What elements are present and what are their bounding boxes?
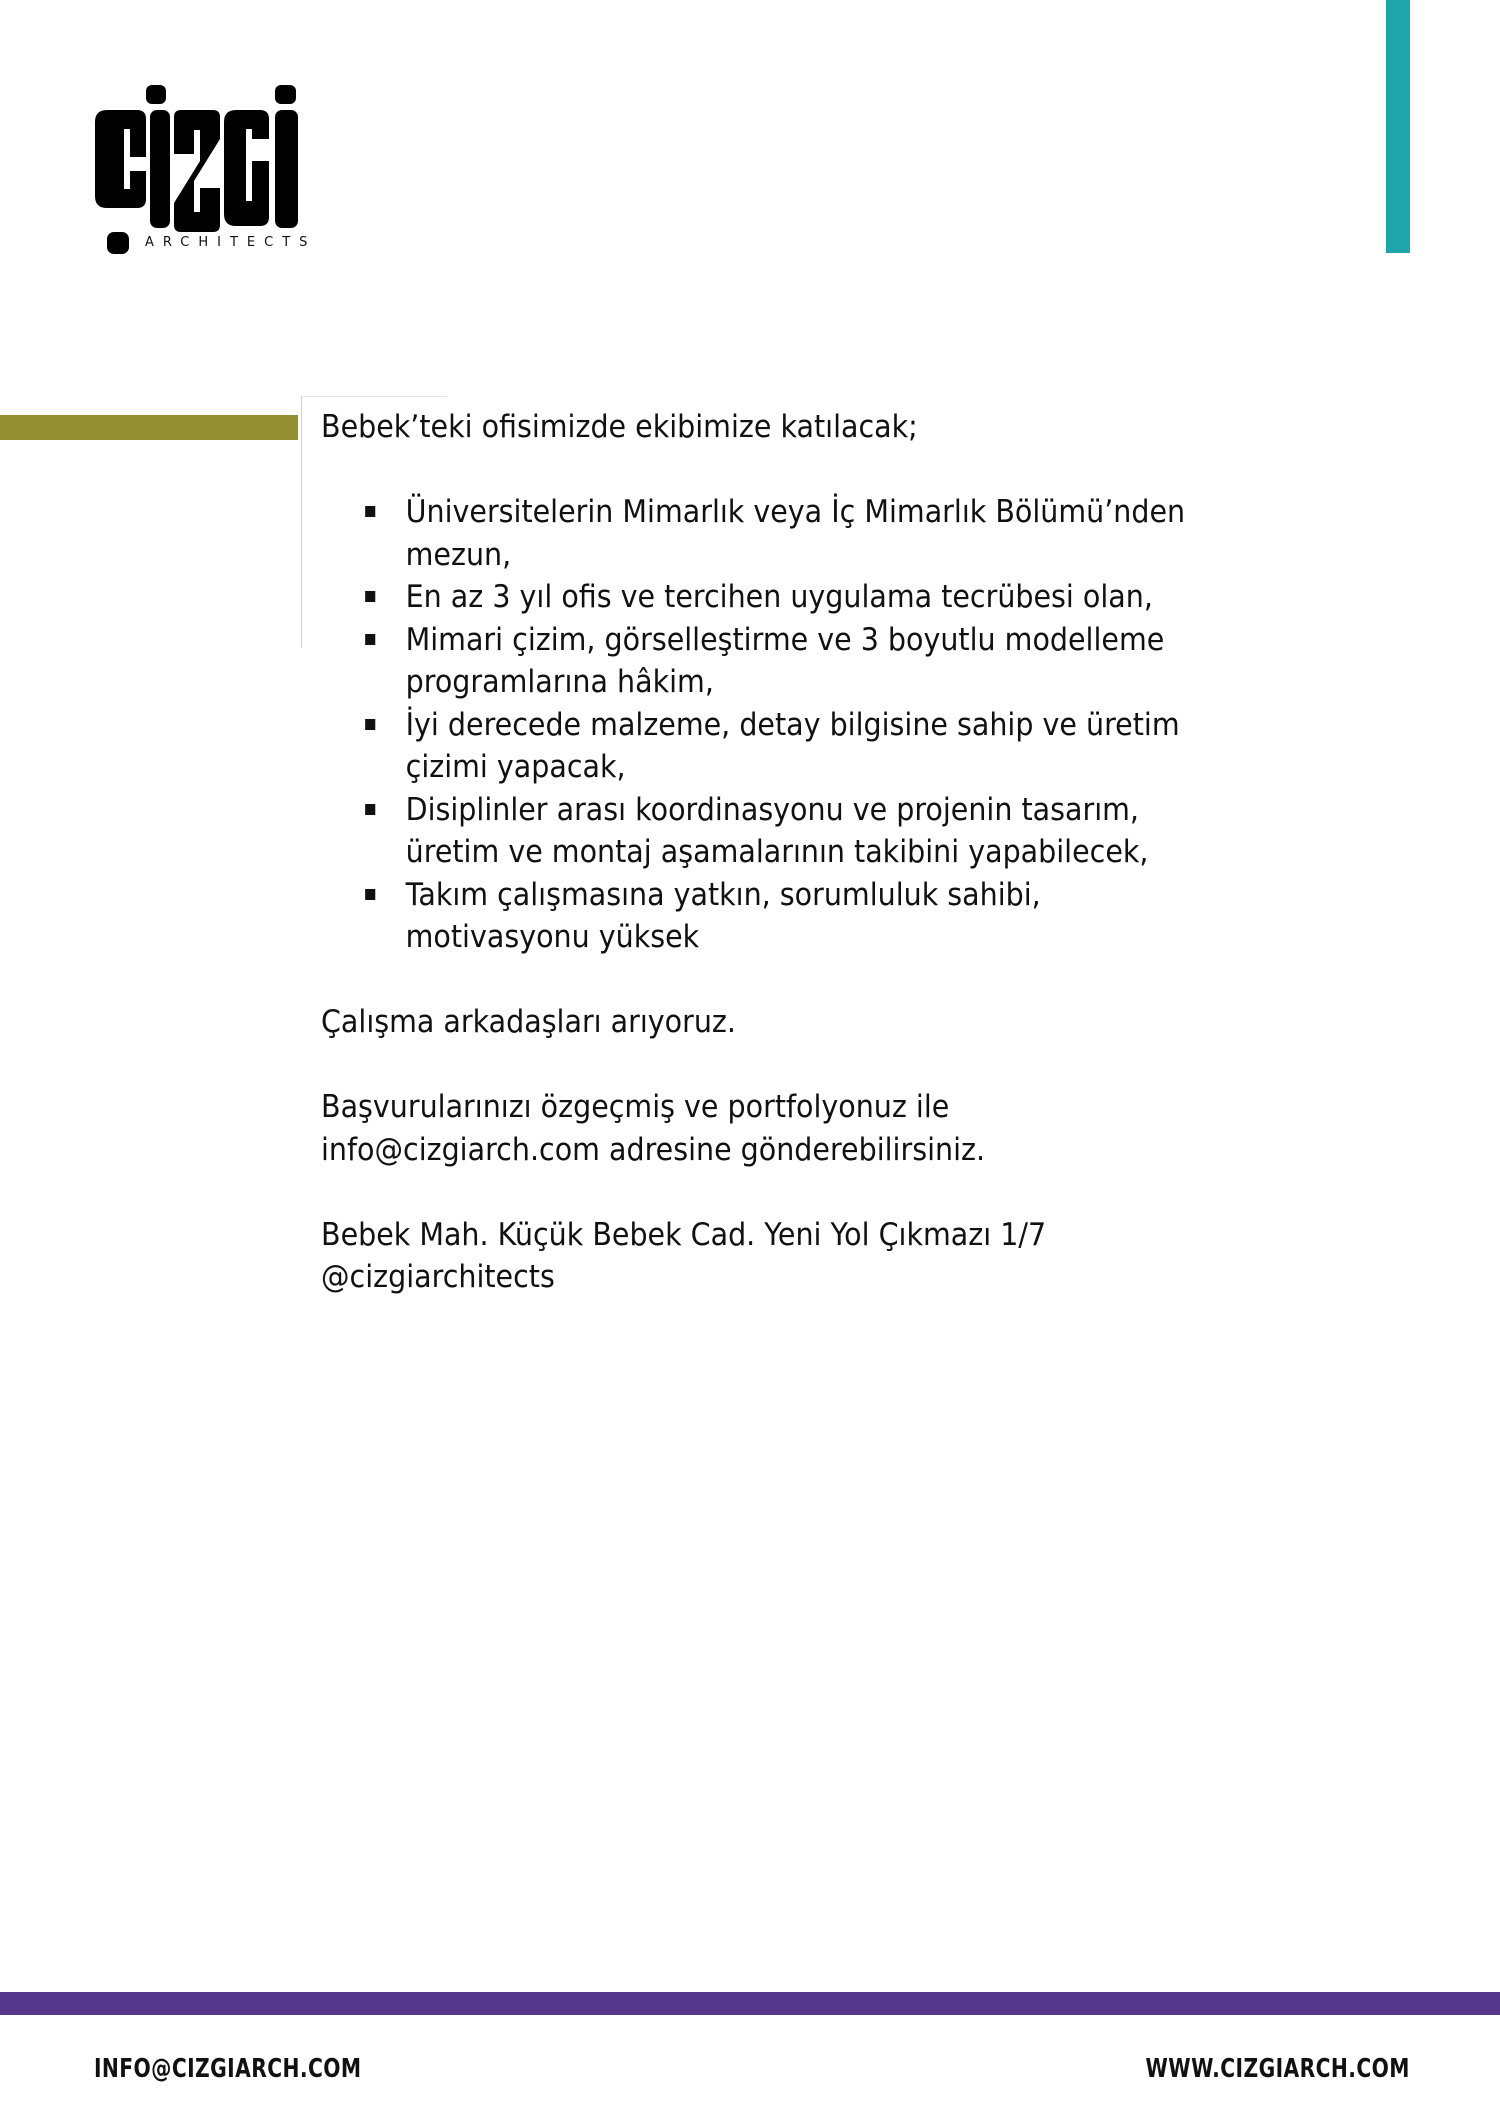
- requirement-item: [321, 576, 1241, 619]
- square-bullet-icon: [365, 591, 375, 602]
- footer-email-link[interactable]: INFO@CIZGIARCH.COM: [94, 2054, 362, 2084]
- square-bullet-icon: [365, 634, 375, 645]
- requirement-line: Mimari çizim, görselleştirme ve 3 boyutlu modelleme: [405, 621, 1165, 658]
- apply-instructions: Başvurularınızı özgeçmiş ve portfolyonuz ile: [321, 1089, 950, 1125]
- requirement-line: üretim ve montaj aşamalarının takibini yapabilecek,: [405, 834, 1149, 870]
- requirement-item: [321, 619, 1241, 704]
- requirement-line: İyi derecede malzeme, detay bilgisine sahip ve üretim: [405, 706, 1180, 743]
- requirement-item: [321, 874, 1241, 959]
- requirement-line: çizimi yapacak,: [405, 749, 626, 785]
- square-bullet-icon: [365, 804, 375, 815]
- teal-accent-bar: [1386, 0, 1410, 253]
- requirement-item: [321, 789, 1241, 874]
- requirement-item: [321, 704, 1241, 789]
- footer-website-link[interactable]: WWW.CIZGIARCH.COM: [1145, 2054, 1410, 2084]
- intro-text: Bebek’teki ofisimizde ekibimize katılacak;: [321, 409, 918, 445]
- square-bullet-icon: [365, 719, 375, 730]
- frame-line-horizontal: [301, 396, 447, 397]
- apply-email-text: info@cizgiarch.com adresine gönderebilirsiniz.: [321, 1131, 986, 1168]
- requirement-line: Takım çalışmasına yatkın, sorumluluk sahibi,: [405, 876, 1041, 913]
- job-posting-body: [321, 406, 1241, 1299]
- requirements-list: [321, 491, 1241, 959]
- cizgi-architects-logo: [93, 85, 317, 257]
- office-address: Bebek Mah. Küçük Bebek Cad. Yeni Yol Çıkmazı 1/7: [321, 1216, 1047, 1253]
- logo-subtitle: ARCHITECTS: [145, 235, 317, 250]
- logo-cedilla-dot-icon: [107, 232, 129, 254]
- purple-footer-bar: [0, 1992, 1500, 2015]
- cizgi-wordmark-icon: [93, 85, 303, 233]
- frame-line-vertical: [301, 396, 302, 648]
- requirement-line: En az 3 yıl ofis ve tercihen uygulama tecrübesi olan,: [405, 579, 1153, 615]
- requirement-line: mezun,: [405, 536, 512, 573]
- requirement-line: Disiplinler arası koordinasyonu ve projenin tasarım,: [405, 791, 1139, 828]
- olive-accent-bar: [0, 415, 298, 440]
- closing-text: Çalışma arkadaşları arıyoruz.: [321, 1004, 736, 1040]
- requirement-line: motivasyonu yüksek: [405, 919, 700, 955]
- square-bullet-icon: [365, 506, 375, 517]
- requirement-line: programlarına hâkim,: [405, 664, 714, 700]
- requirement-item: [321, 491, 1241, 576]
- instagram-handle[interactable]: @cizgiarchitects: [321, 1259, 555, 1295]
- requirement-line: Üniversitelerin Mimarlık veya İç Mimarlık Bölümü’nden: [405, 494, 1186, 530]
- square-bullet-icon: [365, 889, 375, 900]
